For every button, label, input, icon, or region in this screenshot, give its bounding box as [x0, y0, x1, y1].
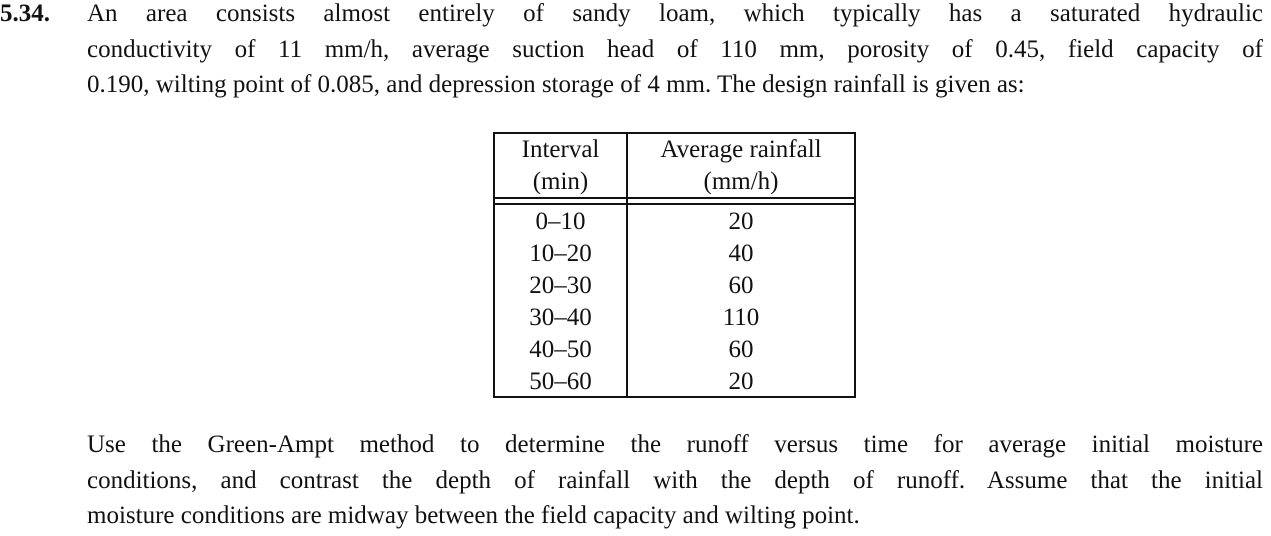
rainfall-cell: 20	[728, 368, 754, 395]
intro-line: conductivity of 11 mm/h, average suction head of 110 mm, porosity of 0.45, field capacity of	[87, 35, 1263, 63]
question-line: Use the Green-Ampt method to determine the runoff versus time for average initial moisture	[87, 431, 1263, 458]
interval-cell: 0–10	[535, 208, 586, 235]
header-unit: (min)	[532, 168, 589, 195]
interval-cell: 10–20	[529, 240, 592, 267]
interval-cell: 20–30	[529, 272, 592, 299]
header-unit: (mm/h)	[703, 168, 779, 195]
table-row	[495, 366, 854, 398]
table-row	[495, 302, 854, 334]
table-row	[495, 334, 854, 366]
header-rule	[495, 203, 854, 205]
interval-cell: 30–40	[529, 304, 592, 331]
rainfall-cell: 20	[728, 208, 754, 235]
rainfall-cell: 40	[728, 240, 754, 267]
intro-line: An area consists almost entirely of sandy loam, which typically has a saturated hydraulic	[87, 0, 1263, 27]
table-row	[495, 238, 854, 270]
table-row	[495, 206, 854, 238]
table-border	[493, 132, 856, 398]
rainfall-cell: 60	[728, 336, 754, 363]
header-text: Average rainfall	[660, 136, 822, 163]
rainfall-table	[493, 132, 856, 398]
problem-number: 5.34.	[0, 0, 50, 27]
table-body	[495, 206, 854, 398]
interval-cell: 40–50	[529, 336, 592, 363]
question-line: moisture conditions are midway between the field capacity and wilting point.	[87, 502, 860, 529]
interval-cell: 50–60	[529, 368, 592, 395]
header-interval	[495, 134, 626, 197]
problem-intro	[87, 0, 1263, 103]
table-row	[495, 270, 854, 302]
rainfall-cell: 110	[722, 304, 760, 331]
header-rainfall	[628, 134, 854, 197]
question-line: conditions, and contrast the depth of rainfall with the depth of runoff. Assume that the initial	[87, 466, 1263, 494]
rainfall-cell: 60	[728, 272, 754, 299]
problem-question	[87, 427, 1263, 534]
header-text: Interval	[521, 136, 600, 163]
intro-line: 0.190, wilting point of 0.085, and depression storage of 4 mm. The design rainfall is given as:	[87, 71, 1025, 98]
